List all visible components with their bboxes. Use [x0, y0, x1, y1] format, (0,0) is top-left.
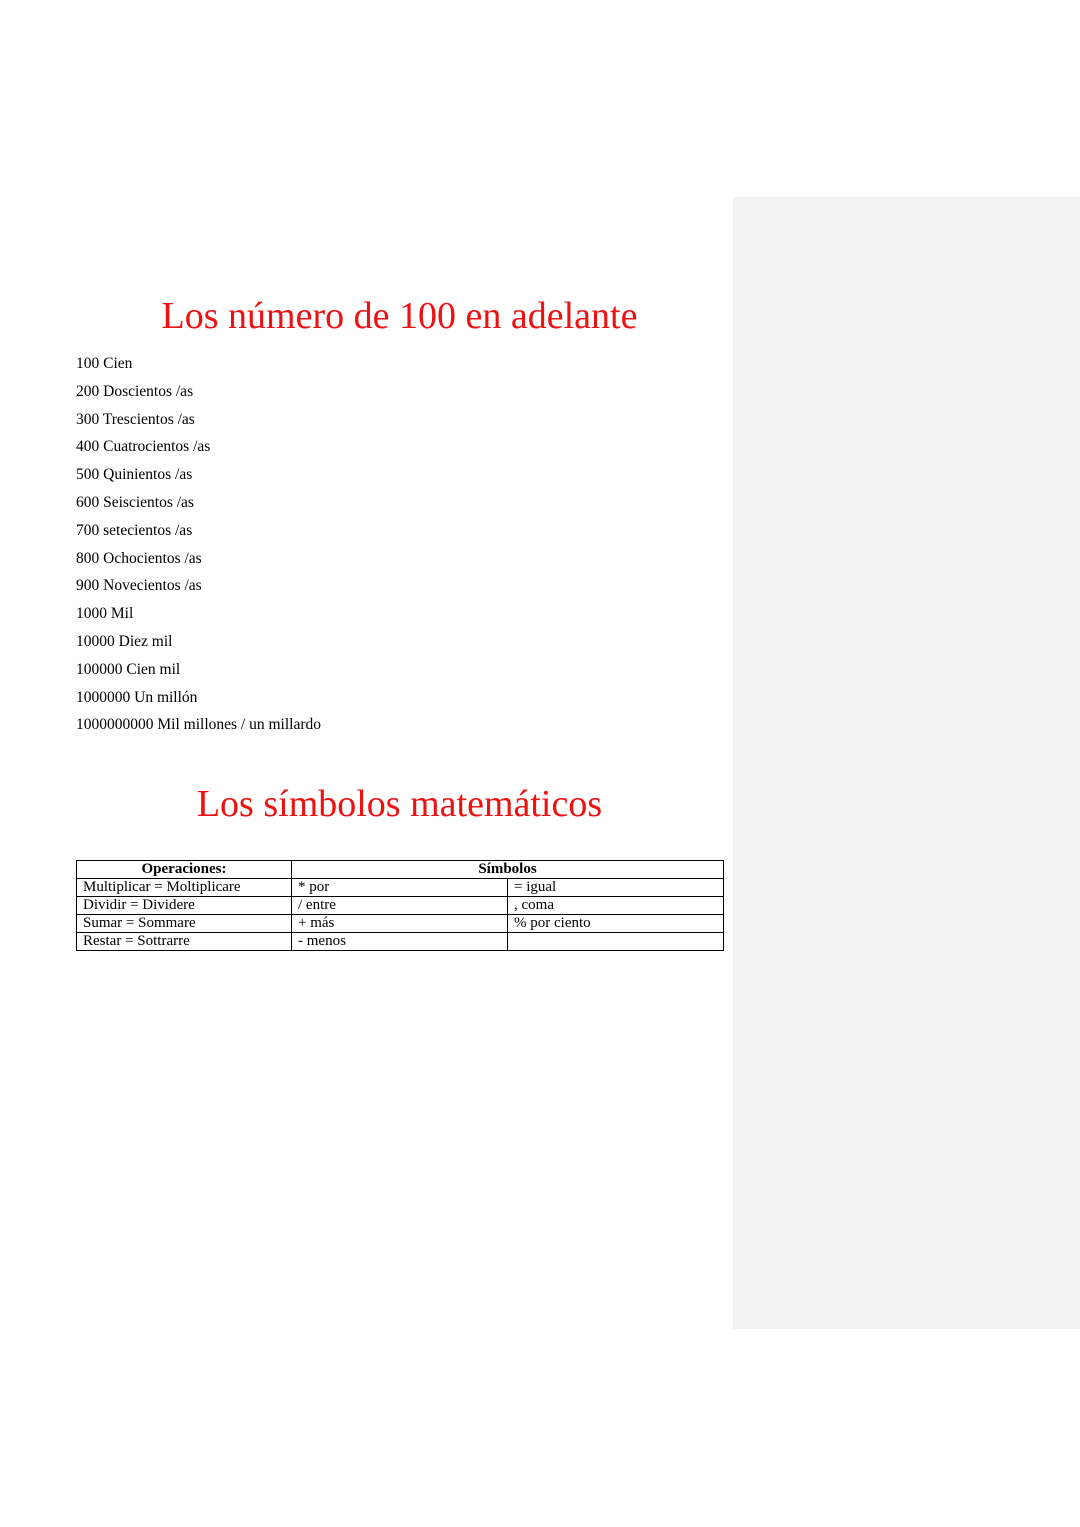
- list-item: 800 Ochocientos /as: [76, 549, 202, 567]
- list-item: 10000 Diez mil: [76, 632, 173, 650]
- table-cell: Multiplicar = Moltiplicare: [77, 879, 292, 897]
- list-item: 1000000000 Mil millones / un millardo: [76, 716, 321, 734]
- numbers-section-title: Los número de 100 en adelante: [161, 295, 638, 337]
- table-row: [77, 933, 724, 951]
- table-cell: , coma: [508, 897, 724, 915]
- list-item: 900 Novecientos /as: [76, 577, 202, 595]
- table-row: [77, 879, 724, 897]
- list-item: 100 Cien: [76, 355, 133, 372]
- list-item: 200 Doscientos /as: [76, 382, 194, 400]
- table-cell: Dividir = Dividere: [77, 897, 292, 915]
- comment-margin-panel: [733, 197, 1080, 1329]
- numbers-list: [76, 350, 321, 739]
- list-item: 1000000 Un millón: [76, 688, 198, 706]
- list-item: 300 Trescientos /as: [76, 410, 195, 428]
- list-item: 100000 Cien mil: [76, 660, 181, 678]
- table-header-row: [77, 861, 724, 879]
- list-item: 500 Quinientos /as: [76, 466, 193, 484]
- table-row: [77, 915, 724, 933]
- table-cell: Sumar = Sommare: [77, 915, 292, 933]
- table-cell: [508, 933, 724, 951]
- list-item: 400 Cuatrocientos /as: [76, 438, 211, 456]
- operations-header: Operaciones:: [77, 861, 292, 879]
- table-cell: Restar = Sottrarre: [77, 933, 292, 951]
- operations-symbols-table: [76, 860, 724, 951]
- table-cell: - menos: [292, 933, 508, 951]
- table-row: [77, 897, 724, 915]
- list-item: 1000 Mil: [76, 605, 134, 623]
- table-cell: * por: [292, 879, 508, 897]
- table-cell: / entre: [292, 897, 508, 915]
- symbols-section-title: Los símbolos matemáticos: [196, 783, 603, 825]
- table-cell: % por ciento: [508, 915, 724, 933]
- symbols-header: Símbolos: [292, 861, 724, 879]
- table-cell: + más: [292, 915, 508, 933]
- table-cell: = igual: [508, 879, 724, 897]
- list-item: 700 setecientos /as: [76, 521, 193, 539]
- list-item: 600 Seiscientos /as: [76, 493, 194, 511]
